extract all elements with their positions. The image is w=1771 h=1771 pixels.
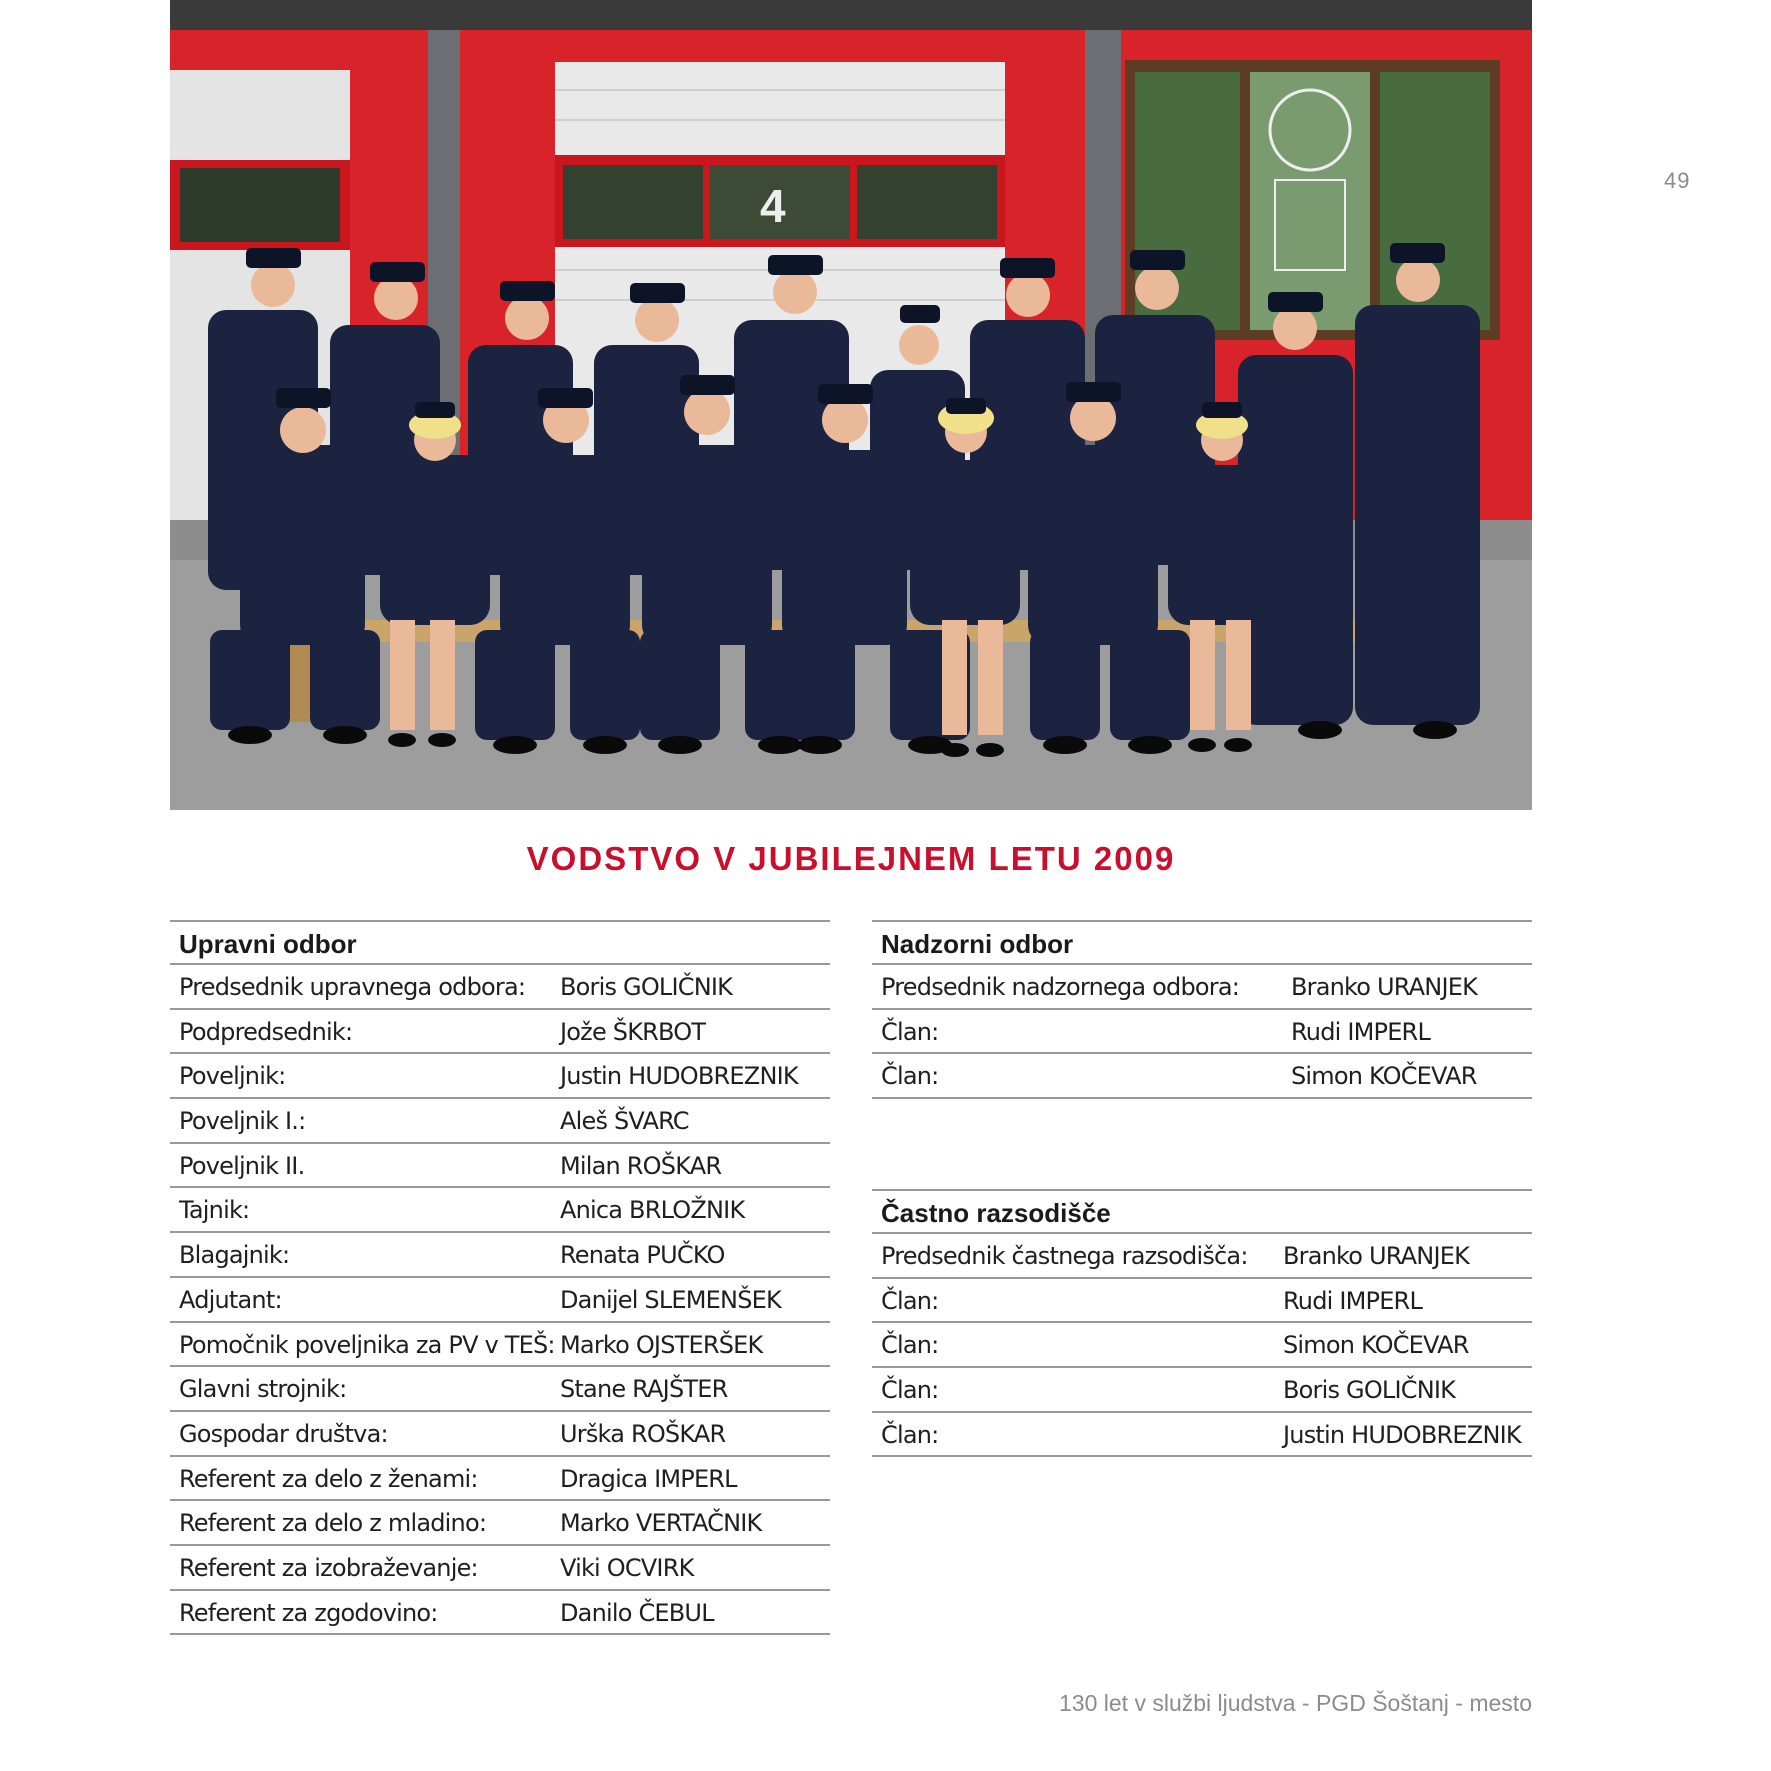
role-label: Referent za zgodovino: xyxy=(179,1598,438,1627)
role-label: Član: xyxy=(881,1017,939,1046)
role-label: Referent za delo z mladino: xyxy=(179,1509,487,1538)
castno-razsodisce-table xyxy=(872,1189,1532,1457)
role-label: Glavni strojnik: xyxy=(179,1375,347,1404)
table-row xyxy=(170,1546,830,1591)
role-label: Referent za delo z ženami: xyxy=(179,1464,478,1493)
table-row xyxy=(872,1279,1532,1324)
person-name: Rudi IMPERL xyxy=(1283,1286,1423,1315)
role-label: Član: xyxy=(881,1420,939,1449)
section-title: VODSTVO V JUBILEJNEM LETU 2009 xyxy=(526,840,1176,877)
person-name: Marko OJSTERŠEK xyxy=(560,1330,763,1359)
role-label: Član: xyxy=(881,1062,939,1091)
table-row xyxy=(170,1054,830,1099)
role-label: Tajnik: xyxy=(179,1196,250,1225)
door-number: 4 xyxy=(760,180,786,232)
table-row xyxy=(872,1054,1532,1099)
group-photo xyxy=(170,0,1532,810)
table-row xyxy=(872,1234,1532,1279)
role-label: Predsednik častnega razsodišča: xyxy=(881,1242,1248,1270)
table-row xyxy=(872,1010,1532,1055)
person-name: Boris GOLIČNIK xyxy=(1283,1376,1456,1405)
role-label: Adjutant: xyxy=(179,1285,282,1314)
castno-razsodisce-heading: Častno razsodišče xyxy=(872,1191,1532,1234)
person-name: Anica BRLOŽNIK xyxy=(560,1196,745,1225)
table-row xyxy=(170,1144,830,1189)
person-name: Urška ROŠKAR xyxy=(560,1419,726,1448)
table-row xyxy=(170,1591,830,1636)
nadzorni-odbor-table xyxy=(872,920,1532,1099)
table-row xyxy=(872,1413,1532,1458)
person-name: Milan ROŠKAR xyxy=(560,1151,722,1180)
role-label: Član: xyxy=(881,1376,939,1405)
role-label: Pomočnik poveljnika za PV v TEŠ: xyxy=(179,1330,555,1359)
person-name: Viki OCVIRK xyxy=(560,1553,694,1582)
role-label: Predsednik upravnega odbora: xyxy=(179,973,526,1001)
upravni-odbor-heading: Upravni odbor xyxy=(170,922,830,965)
person-name: Dragica IMPERL xyxy=(560,1464,737,1493)
table-row xyxy=(170,1099,830,1144)
role-label: Gospodar društva: xyxy=(179,1419,388,1448)
table-row xyxy=(170,1501,830,1546)
person-name: Marko VERTAČNIK xyxy=(560,1509,762,1538)
person-name: Boris GOLIČNIK xyxy=(560,973,733,1001)
page-number: 49 xyxy=(1664,168,1691,193)
table-row xyxy=(170,1323,830,1368)
person-name: Jože ŠKRBOT xyxy=(560,1017,706,1046)
person-name: Danilo ČEBUL xyxy=(560,1598,714,1627)
person-name: Stane RAJŠTER xyxy=(560,1375,728,1404)
person-name: Danijel SLEMENŠEK xyxy=(560,1285,781,1314)
person-name: Branko URANJEK xyxy=(1291,973,1478,1001)
role-label: Poveljnik: xyxy=(179,1062,286,1091)
upravni-odbor-table xyxy=(170,920,830,1635)
role-label: Poveljnik II. xyxy=(179,1151,305,1180)
person-name: Branko URANJEK xyxy=(1283,1242,1470,1270)
role-label: Referent za izobraževanje: xyxy=(179,1553,478,1582)
role-label: Član: xyxy=(881,1331,939,1360)
table-row xyxy=(170,1233,830,1278)
table-row xyxy=(170,1188,830,1233)
table-row xyxy=(170,1010,830,1055)
table-row xyxy=(170,1412,830,1457)
table-row xyxy=(170,965,830,1010)
table-row xyxy=(872,965,1532,1010)
person-name: Justin HUDOBREZNIK xyxy=(1283,1420,1521,1449)
role-label: Podpredsednik: xyxy=(179,1017,353,1046)
role-label: Predsednik nadzornega odbora: xyxy=(881,973,1240,1001)
nadzorni-odbor-heading: Nadzorni odbor xyxy=(872,922,1532,965)
person-name: Simon KOČEVAR xyxy=(1291,1062,1477,1091)
person-name: Simon KOČEVAR xyxy=(1283,1331,1469,1360)
role-label: Poveljnik I.: xyxy=(179,1107,306,1136)
person-name: Renata PUČKO xyxy=(560,1241,725,1270)
footer-text: 130 let v službi ljudstva - PGD Šoštanj - mesto xyxy=(1059,1690,1532,1716)
table-row xyxy=(872,1368,1532,1413)
role-label: Član: xyxy=(881,1286,939,1315)
table-row xyxy=(170,1457,830,1502)
role-label: Blagajnik: xyxy=(179,1241,290,1270)
table-row xyxy=(872,1323,1532,1368)
person-name: Aleš ŠVARC xyxy=(560,1107,689,1136)
table-row xyxy=(170,1367,830,1412)
table-row xyxy=(170,1278,830,1323)
person-name: Rudi IMPERL xyxy=(1291,1017,1431,1046)
person-name: Justin HUDOBREZNIK xyxy=(560,1062,798,1091)
